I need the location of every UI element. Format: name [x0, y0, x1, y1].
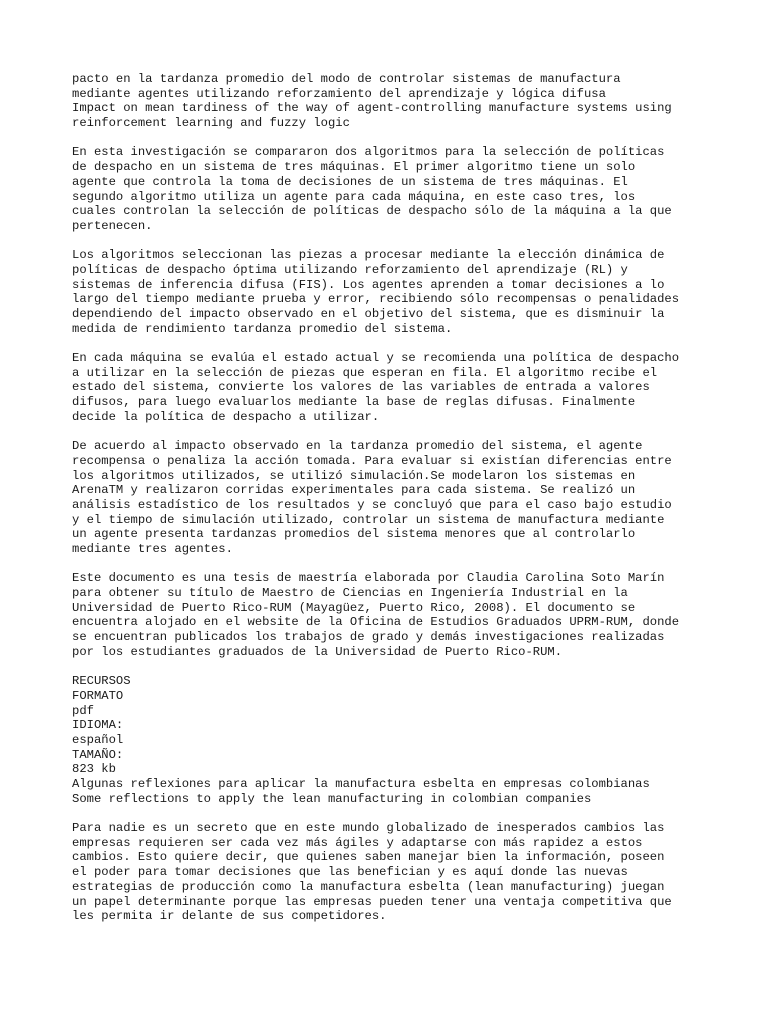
- paragraph: [72, 571, 712, 659]
- paragraph: [72, 145, 712, 233]
- paragraph-line: de despacho en un sistema de tres máquinas. El primer algoritmo tiene un solo: [72, 160, 636, 175]
- paragraph-line: Universidad de Puerto Rico-RUM (Mayagüez, Puerto Rico, 2008). El documento se: [72, 600, 636, 615]
- resources-heading: RECURSOS: [72, 674, 131, 689]
- resources-block: [72, 674, 712, 806]
- paragraph-line: empresas requieren ser cada vez más ágiles y adaptarse con más rapidez a estos: [72, 835, 643, 850]
- title-line: mediante agentes utilizando reforzamiento del aprendizaje y lógica difusa: [72, 86, 606, 101]
- article-title-en: Some reflections to apply the lean manufacturing in colombian companies: [72, 791, 592, 806]
- paragraph-line: encuentra alojado en el website de la Oficina de Estudios Graduados UPRM-RUM, donde: [72, 615, 680, 630]
- paragraph-line: agente que controla la toma de decisiones de un sistema de tres máquinas. El: [72, 174, 628, 189]
- paragraph-line: Este documento es una tesis de maestría elaborada por Claudia Carolina Soto Marín: [72, 571, 665, 586]
- language-label: IDIOMA:: [72, 718, 124, 733]
- paragraph-line: estrategias de producción como la manufactura esbelta (lean manufacturing) juegan: [72, 879, 665, 894]
- paragraph-line: les permita ir delante de sus competidores.: [72, 909, 387, 924]
- paragraph-line: Para nadie es un secreto que en este mundo globalizado de inesperados cambios las: [72, 821, 665, 836]
- paragraph-line: pertenecen.: [72, 218, 153, 233]
- paragraph-line: difusos, para luego evaluarlos mediante la base de reglas difusas. Finalmente: [72, 395, 636, 410]
- paragraph: [72, 821, 712, 924]
- paragraph-line: ArenaTM y realizaron corridas experimentales para cada sistema. Se realizó un: [72, 483, 636, 498]
- paragraph-line: En esta investigación se compararon dos algoritmos para la selección de políticas: [72, 145, 665, 160]
- paragraph-line: a utilizar en la selección de piezas que esperan en fila. El algoritmo recibe el: [72, 365, 658, 380]
- title-line: pacto en la tardanza promedio del modo de controlar sistemas de manufactura: [72, 72, 621, 86]
- language-value: español: [72, 732, 124, 747]
- paragraph-line: En cada máquina se evalúa el estado actual y se recomienda una política de despacho: [72, 351, 680, 366]
- paragraph-line: decide la política de despacho a utilizar.: [72, 409, 380, 424]
- paragraph-line: segundo algoritmo utiliza un agente para cada máquina, en este caso tres, los: [72, 189, 636, 204]
- paragraph-line: para obtener su título de Maestro de Ciencias en Ingeniería Industrial en la: [72, 586, 628, 601]
- title-block: [72, 72, 712, 131]
- paragraph-line: cambios. Esto quiere decir, que quienes saben manejar bien la información, poseen: [72, 850, 665, 865]
- paragraph-line: sistemas de inferencia difusa (FIS). Los agentes aprenden a tomar decisiones a lo: [72, 277, 665, 292]
- paragraph: [72, 248, 712, 336]
- format-label: FORMATO: [72, 688, 124, 703]
- paragraph-line: se encuentran publicados los trabajos de grado y demás investigaciones realizadas: [72, 630, 665, 645]
- paragraph-line: largo del tiempo mediante prueba y error, recibiendo sólo recompensas o penalidades: [72, 292, 680, 307]
- document-page: [72, 72, 712, 939]
- size-label: TAMAÑO:: [72, 747, 124, 762]
- paragraph-line: y el tiempo de simulación utilizado, controlar un sistema de manufactura mediante: [72, 512, 665, 527]
- paragraph-line: políticas de despacho óptima utilizando reforzamiento del aprendizaje (RL) y: [72, 262, 628, 277]
- paragraph-line: cuales controlan la selección de políticas de despacho sólo de la máquina a la que: [72, 204, 672, 219]
- paragraph-line: recompensa o penaliza la acción tomada. Para evaluar si existían diferencias entre: [72, 453, 672, 468]
- title-line: Impact on mean tardiness of the way of agent-controlling manufacture systems using: [72, 101, 672, 116]
- paragraph: [72, 351, 712, 424]
- title-line: reinforcement learning and fuzzy logic: [72, 116, 350, 131]
- paragraph: [72, 439, 712, 557]
- paragraph-line: por los estudiantes graduados de la Universidad de Puerto Rico-RUM.: [72, 644, 563, 659]
- article-title: Algunas reflexiones para aplicar la manufactura esbelta en empresas colombianas: [72, 777, 650, 791]
- paragraph-line: De acuerdo al impacto observado en la tardanza promedio del sistema, el agente: [72, 439, 643, 454]
- paragraph-line: análisis estadístico de los resultados y se concluyó que para el caso bajo estudio: [72, 497, 672, 512]
- paragraph-line: mediante tres agentes.: [72, 542, 233, 556]
- size-value: 823 kb: [72, 762, 116, 777]
- paragraph-line: un papel determinante porque las empresas pueden tener una ventaja competitiva que: [72, 894, 672, 909]
- paragraph-line: Los algoritmos seleccionan las piezas a procesar mediante la elección dinámica de: [72, 248, 665, 263]
- format-value: pdf: [72, 703, 94, 718]
- paragraph-line: los algoritmos utilizados, se utilizó simulación.Se modelaron los sistemas en: [72, 468, 636, 483]
- paragraph-line: medida de rendimiento tardanza promedio del sistema.: [72, 321, 453, 336]
- paragraph-line: dependiendo del impacto observado en el objetivo del sistema, que es disminuir la: [72, 307, 665, 321]
- paragraph-line: un agente presenta tardanzas promedios del sistema menores que al controlarlo: [72, 527, 636, 542]
- paragraph-line: estado del sistema, convierte los valores de las variables de entrada a valores: [72, 380, 650, 395]
- paragraph-line: el poder para tomar decisiones que las benefician y es aquí donde las nuevas: [72, 865, 628, 880]
